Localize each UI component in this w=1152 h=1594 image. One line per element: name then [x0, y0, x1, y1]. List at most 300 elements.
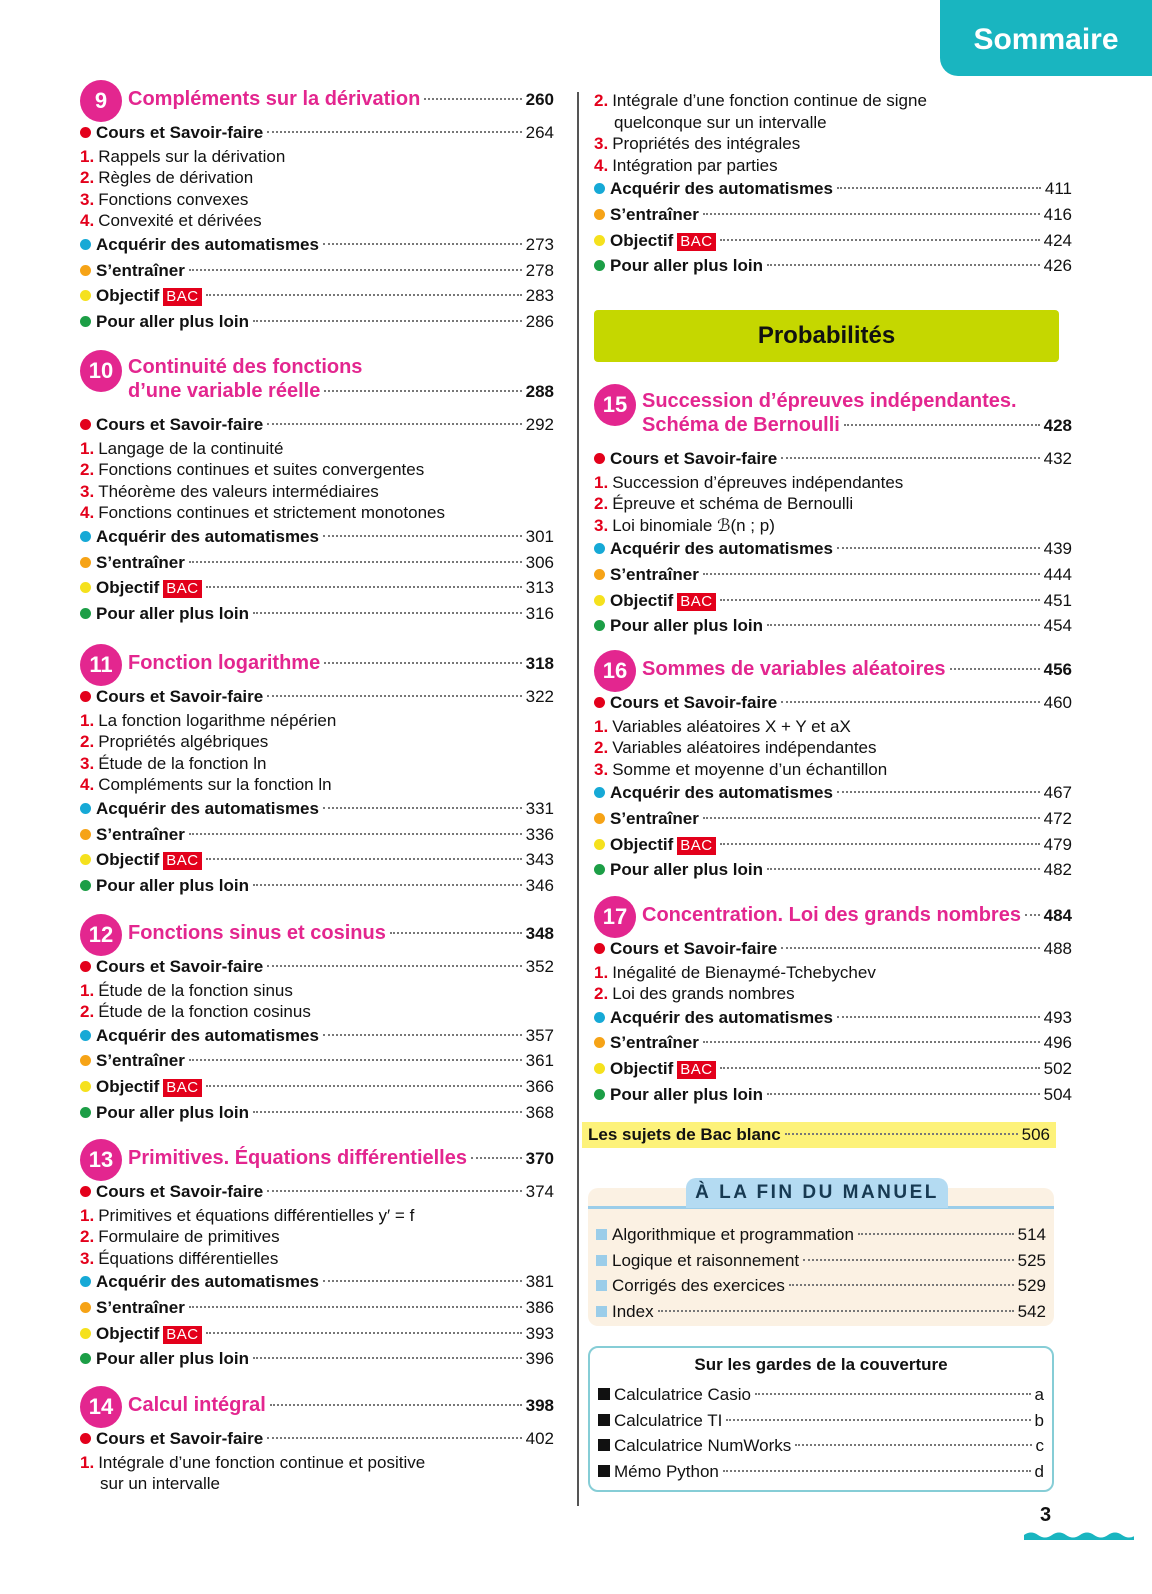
- objectif-bac[interactable]: [80, 1074, 554, 1100]
- section-item[interactable]: [80, 710, 554, 732]
- cours-savoir-faire-page: 322: [525, 687, 554, 706]
- chapter-title[interactable]: [642, 656, 1072, 682]
- objectif-bac[interactable]: [80, 847, 554, 873]
- section-title: Variables aléatoires X + Y et aX: [612, 716, 851, 736]
- objectif-bac[interactable]: [594, 588, 1072, 614]
- pour-aller-plus-loin-label: Pour aller plus loin: [96, 1102, 250, 1122]
- acquerir-automatismes[interactable]: [80, 524, 554, 550]
- bullet-green-icon: [80, 880, 91, 891]
- dot-leader: [803, 1259, 1013, 1261]
- gardes-item[interactable]: [598, 1408, 1044, 1434]
- section-item[interactable]: [80, 753, 554, 775]
- section-item[interactable]: [594, 493, 1072, 515]
- pour-aller-plus-loin-label: Pour aller plus loin: [610, 860, 764, 880]
- pour-aller-plus-loin[interactable]: [80, 309, 554, 335]
- chapter-page: 318: [525, 654, 554, 673]
- cours-savoir-faire-label: Cours et Savoir-faire: [96, 957, 264, 976]
- s-entrainer-page: 336: [525, 824, 554, 844]
- chapter-number: 10: [88, 358, 114, 383]
- bac-badge: BAC: [677, 233, 715, 251]
- s-entrainer-page: 386: [525, 1297, 554, 1317]
- bullet-green-icon: [80, 1353, 91, 1364]
- bullet-red-icon: [80, 419, 91, 430]
- cours-savoir-faire[interactable]: [594, 446, 1072, 472]
- bullet-green-icon: [594, 620, 605, 631]
- chapter-number: 14: [88, 1394, 114, 1419]
- fin-manuel-item-page: 529: [1017, 1276, 1046, 1296]
- chapter-header[interactable]: [80, 86, 554, 116]
- chapter-10: [80, 356, 554, 626]
- section-item[interactable]: [80, 731, 554, 753]
- dot-leader: [950, 668, 1040, 670]
- pour-aller-plus-loin[interactable]: [80, 1346, 554, 1372]
- dot-leader: [703, 213, 1040, 215]
- section-item[interactable]: [80, 1473, 554, 1495]
- objectif-bac-label: Objectif: [96, 578, 160, 598]
- section-item[interactable]: [80, 146, 554, 168]
- gardes-item-label: Calculatrice Casio: [614, 1385, 751, 1404]
- gardes-item[interactable]: [598, 1382, 1044, 1408]
- chapter-title-text: Calcul intégral: [128, 1394, 266, 1416]
- bullet-red-icon: [594, 453, 605, 464]
- acquerir-automatismes-label: Acquérir des automatismes: [610, 539, 833, 559]
- chapter-body: [80, 684, 554, 898]
- fin-manuel-item-page: 514: [1017, 1225, 1046, 1244]
- bullet-blue-icon: [80, 239, 91, 250]
- objectif-bac-page: 366: [525, 1076, 554, 1096]
- gardes-item-page: d: [1034, 1461, 1044, 1481]
- bullet-blue-icon: [594, 543, 605, 554]
- section-band-probabilites: [594, 310, 1059, 362]
- section-number: 2.: [80, 1002, 95, 1022]
- chapter-15: [594, 390, 1072, 639]
- s-entrainer-label: S’entraîner: [96, 260, 185, 280]
- acquerir-automatismes-label: Acquérir des automatismes: [610, 179, 833, 199]
- section-number: 2.: [80, 460, 95, 480]
- s-entrainer-label: S’entraîner: [610, 1033, 699, 1053]
- chapter-body: [594, 690, 1072, 883]
- cours-savoir-faire-label: Cours et Savoir-faire: [610, 449, 778, 468]
- gardes-item-page: a: [1034, 1385, 1044, 1404]
- section-item[interactable]: [80, 481, 554, 503]
- section-item[interactable]: [594, 472, 1072, 494]
- objectif-bac-page: 343: [525, 850, 554, 870]
- bullet-green-icon: [80, 608, 91, 619]
- fin-du-manuel-title: À LA FIN DU MANUEL: [695, 1182, 939, 1203]
- section-title: Loi des grands nombres: [612, 984, 795, 1004]
- dot-leader: [720, 599, 1040, 601]
- chapter-17: [594, 902, 1072, 1107]
- dot-leader: [323, 535, 522, 537]
- s-entrainer-page: 496: [1043, 1033, 1072, 1053]
- section-item[interactable]: [80, 502, 554, 524]
- chapter-header[interactable]: [594, 390, 1072, 440]
- chapter-title-text: Continuité des fonctions: [128, 356, 363, 378]
- pour-aller-plus-loin-label: Pour aller plus loin: [610, 616, 764, 636]
- bullet-green-icon: [594, 260, 605, 271]
- dot-leader: [767, 264, 1040, 266]
- s-entrainer-page: 306: [525, 552, 554, 572]
- section-item[interactable]: [594, 759, 1072, 781]
- s-entrainer-label: S’entraîner: [610, 564, 699, 584]
- bullet-red-icon: [80, 127, 91, 138]
- chapter-header[interactable]: [80, 920, 554, 950]
- objectif-bac[interactable]: [80, 283, 554, 309]
- chapter-header[interactable]: [80, 1392, 554, 1422]
- chapter-body: [80, 120, 554, 334]
- section-item[interactable]: [80, 167, 554, 189]
- bac-blanc-page: 506: [1021, 1125, 1050, 1144]
- dot-leader: [267, 131, 521, 133]
- gardes-item[interactable]: [598, 1459, 1044, 1485]
- section-item[interactable]: [80, 438, 554, 460]
- objectif-bac[interactable]: [80, 1321, 554, 1347]
- cours-savoir-faire-page: 374: [525, 1182, 554, 1201]
- chapter-number-badge: [80, 914, 122, 956]
- section-title: Épreuve et schéma de Bernoulli: [612, 494, 854, 514]
- pour-aller-plus-loin[interactable]: [80, 1100, 554, 1126]
- section-item[interactable]: [80, 1001, 554, 1023]
- acquerir-automatismes[interactable]: [80, 796, 554, 822]
- section-title: Formulaire de primitives: [98, 1227, 280, 1247]
- section-item[interactable]: [80, 1452, 554, 1474]
- chapter-13: [80, 1145, 554, 1372]
- bullet-green-icon: [80, 1107, 91, 1118]
- dot-leader: [720, 1067, 1040, 1069]
- pour-aller-plus-loin[interactable]: [594, 253, 1072, 279]
- chapter-header[interactable]: [80, 650, 554, 680]
- chapter-header[interactable]: [80, 356, 554, 406]
- objectif-bac[interactable]: [80, 575, 554, 601]
- cours-savoir-faire[interactable]: [80, 412, 554, 438]
- bac-badge: BAC: [163, 288, 201, 306]
- dot-leader: [703, 817, 1040, 819]
- bac-blanc[interactable]: [588, 1122, 1050, 1148]
- section-number: 4.: [80, 211, 95, 231]
- dot-leader: [471, 1157, 522, 1159]
- square-bullet-icon: [596, 1255, 607, 1266]
- section-item[interactable]: [594, 737, 1072, 759]
- acquerir-automatismes-label: Acquérir des automatismes: [96, 798, 319, 818]
- pour-aller-plus-loin[interactable]: [594, 613, 1072, 639]
- section-item[interactable]: [80, 1248, 554, 1270]
- chapter-body: [80, 954, 554, 1125]
- section-item[interactable]: [594, 155, 1072, 177]
- section-item[interactable]: [80, 980, 554, 1002]
- dot-leader: [424, 98, 521, 100]
- dot-leader: [658, 1310, 1014, 1312]
- s-entrainer[interactable]: [80, 550, 554, 576]
- column-divider: [577, 92, 579, 1506]
- gardes-item-label: Mémo Python: [614, 1461, 719, 1481]
- pour-aller-plus-loin[interactable]: [594, 1082, 1072, 1108]
- chapter-page: 288: [525, 382, 554, 401]
- bullet-red-icon: [80, 691, 91, 702]
- chapter-title-text2: d’une variable réelle: [128, 380, 321, 402]
- fin-manuel-item[interactable]: [596, 1222, 1046, 1248]
- section-item[interactable]: [80, 189, 554, 211]
- dot-leader: [253, 320, 522, 322]
- section-item[interactable]: [80, 210, 554, 232]
- gardes-box: [588, 1346, 1054, 1492]
- chapter-title-line2: [642, 413, 1072, 437]
- pour-aller-plus-loin[interactable]: [594, 857, 1072, 883]
- section-item[interactable]: [80, 1226, 554, 1248]
- section-number: 1.: [80, 980, 95, 1000]
- chapter-title-text: Concentration. Loi des grands nombres: [642, 904, 1021, 926]
- objectif-bac-label: Objectif: [610, 230, 674, 250]
- cours-savoir-faire-page: 432: [1043, 449, 1072, 468]
- acquerir-automatismes-page: 493: [1043, 1007, 1072, 1027]
- chapter-title[interactable]: [128, 356, 554, 403]
- dot-leader: [755, 1393, 1031, 1395]
- fin-manuel-item-page: 542: [1017, 1301, 1046, 1321]
- dot-leader: [789, 1284, 1014, 1286]
- s-entrainer[interactable]: [80, 1295, 554, 1321]
- chapter-title[interactable]: [642, 390, 1072, 437]
- section-item[interactable]: [594, 962, 1072, 984]
- s-entrainer-page: 278: [525, 260, 554, 280]
- dot-leader: [189, 833, 522, 835]
- chapter-header[interactable]: [80, 1145, 554, 1175]
- chapter-title-text: Primitives. Équations différentielles: [128, 1147, 467, 1169]
- section-title: Intégration par parties: [612, 155, 778, 175]
- objectif-bac-page: 313: [525, 578, 554, 598]
- cours-savoir-faire-page: 292: [525, 415, 554, 434]
- bullet-orange-icon: [594, 569, 605, 580]
- dot-leader: [720, 843, 1040, 845]
- dot-leader: [781, 701, 1039, 703]
- objectif-bac-label: Objectif: [610, 834, 674, 854]
- section-number: 3.: [594, 515, 609, 535]
- fin-manuel-item[interactable]: [596, 1248, 1046, 1274]
- s-entrainer[interactable]: [80, 1048, 554, 1074]
- bac-blanc-label: Les sujets de Bac blanc: [588, 1125, 781, 1144]
- fin-manuel-item[interactable]: [596, 1273, 1046, 1299]
- s-entrainer[interactable]: [594, 806, 1072, 832]
- cours-savoir-faire[interactable]: [80, 120, 554, 146]
- section-item[interactable]: [80, 774, 554, 796]
- bullet-blue-icon: [594, 787, 605, 798]
- s-entrainer[interactable]: [594, 202, 1072, 228]
- pour-aller-plus-loin[interactable]: [80, 873, 554, 899]
- section-title: Fonctions continues et strictement monotones: [98, 503, 445, 523]
- chapter-16: [594, 656, 1072, 883]
- acquerir-automatismes[interactable]: [594, 1005, 1072, 1031]
- cours-savoir-faire[interactable]: [80, 1179, 554, 1205]
- cours-savoir-faire-label: Cours et Savoir-faire: [96, 1429, 264, 1448]
- section-number: 2.: [594, 494, 609, 514]
- section-item[interactable]: [594, 90, 1072, 112]
- pour-aller-plus-loin-page: 426: [1043, 256, 1072, 276]
- bac-badge: BAC: [163, 852, 201, 870]
- dot-leader: [253, 1111, 522, 1113]
- acquerir-automatismes-page: 301: [525, 526, 554, 546]
- section-title: Fonctions continues et suites convergentes: [98, 460, 425, 480]
- pour-aller-plus-loin-page: 482: [1043, 860, 1072, 880]
- acquerir-automatismes[interactable]: [80, 232, 554, 258]
- acquerir-automatismes-page: 467: [1043, 783, 1072, 803]
- dot-leader: [726, 1419, 1030, 1421]
- dot-leader: [723, 1470, 1031, 1472]
- bullet-orange-icon: [80, 1302, 91, 1313]
- section-title: Compléments sur la fonction ln: [98, 775, 332, 795]
- bullet-red-icon: [80, 1186, 91, 1197]
- section-title: Rappels sur la dérivation: [98, 146, 286, 166]
- cours-savoir-faire[interactable]: [594, 936, 1072, 962]
- acquerir-automatismes[interactable]: [80, 1023, 554, 1049]
- section-item[interactable]: [594, 983, 1072, 1005]
- section-item[interactable]: [594, 515, 1072, 537]
- chapter-header[interactable]: [594, 656, 1072, 686]
- dot-leader: [324, 662, 521, 664]
- chapter-header[interactable]: [594, 902, 1072, 932]
- section-title: Règles de dérivation: [98, 168, 254, 188]
- section-title: Succession d’épreuves indépendantes: [612, 472, 904, 492]
- square-bullet-icon: [598, 1388, 610, 1400]
- section-title: Équations différentielles: [98, 1248, 279, 1268]
- chapter-body: [594, 936, 1072, 1107]
- gardes-item[interactable]: [598, 1433, 1044, 1459]
- chapter-title[interactable]: [128, 86, 554, 112]
- chapter-number-badge: [594, 384, 636, 426]
- bullet-yellow-icon: [594, 595, 605, 606]
- bac-blanc-row[interactable]: [582, 1122, 1056, 1148]
- chapter-number: 9: [94, 88, 108, 113]
- s-entrainer-label: S’entraîner: [610, 808, 699, 828]
- square-bullet-icon: [596, 1280, 607, 1291]
- cours-savoir-faire-page: 264: [525, 123, 554, 142]
- s-entrainer[interactable]: [594, 1030, 1072, 1056]
- section-title: Propriétés algébriques: [98, 732, 269, 752]
- chapter-number-badge: [80, 1386, 122, 1428]
- chapter-number-badge: [80, 644, 122, 686]
- chapter-title[interactable]: [642, 902, 1072, 928]
- chapter-page: 370: [525, 1149, 554, 1168]
- dot-leader: [189, 1059, 522, 1061]
- acquerir-automatismes-label: Acquérir des automatismes: [610, 783, 833, 803]
- gardes-item-page: c: [1035, 1436, 1044, 1456]
- chapter-page: 484: [1043, 906, 1072, 925]
- bullet-yellow-icon: [80, 1328, 91, 1339]
- dot-leader: [837, 791, 1040, 793]
- dot-leader: [844, 424, 1040, 426]
- cours-savoir-faire-label: Cours et Savoir-faire: [610, 939, 778, 958]
- objectif-bac[interactable]: [594, 1056, 1072, 1082]
- chapter-title[interactable]: [128, 1145, 554, 1171]
- bullet-orange-icon: [80, 1055, 91, 1066]
- chapter-11: [80, 650, 554, 898]
- chapter-title[interactable]: [128, 1392, 554, 1418]
- section-number: 1.: [594, 962, 609, 982]
- section-title: Primitives et équations différentielles y′ = f: [98, 1205, 415, 1225]
- objectif-bac-label: Objectif: [96, 286, 160, 306]
- cours-savoir-faire[interactable]: [80, 684, 554, 710]
- fin-manuel-item[interactable]: [596, 1299, 1046, 1325]
- chapter-page: 398: [525, 1396, 554, 1415]
- fin-du-manuel-box: [588, 1182, 1054, 1326]
- square-bullet-icon: [598, 1414, 610, 1426]
- s-entrainer-label: S’entraîner: [96, 552, 185, 572]
- acquerir-automatismes-label: Acquérir des automatismes: [96, 234, 319, 254]
- cours-savoir-faire-label: Cours et Savoir-faire: [96, 415, 264, 434]
- dot-leader: [189, 561, 522, 563]
- chapter-title-text: Sommes de variables aléatoires: [642, 658, 946, 680]
- objectif-bac-page: 502: [1043, 1058, 1072, 1078]
- objectif-bac[interactable]: [594, 228, 1072, 254]
- cours-savoir-faire-page: 402: [525, 1429, 554, 1448]
- objectif-bac-label: Objectif: [610, 1058, 674, 1078]
- chapter-title-line: [128, 650, 554, 676]
- square-bullet-icon: [598, 1439, 610, 1451]
- pour-aller-plus-loin-page: 316: [525, 603, 554, 623]
- objectif-bac[interactable]: [594, 832, 1072, 858]
- chapter-title[interactable]: [128, 920, 554, 946]
- chapter-number-badge: [594, 650, 636, 692]
- cours-savoir-faire-label: Cours et Savoir-faire: [96, 1182, 264, 1201]
- section-item[interactable]: [594, 112, 1072, 134]
- bac-badge: BAC: [677, 1061, 715, 1079]
- chapter-page: 456: [1043, 660, 1072, 679]
- acquerir-automatismes[interactable]: [594, 536, 1072, 562]
- pour-aller-plus-loin-label: Pour aller plus loin: [96, 311, 250, 331]
- fin-manuel-item-label: Index: [612, 1301, 654, 1321]
- s-entrainer[interactable]: [80, 822, 554, 848]
- pour-aller-plus-loin-label: Pour aller plus loin: [610, 256, 764, 276]
- dot-leader: [267, 1190, 521, 1192]
- section-number: 2.: [594, 984, 609, 1004]
- bullet-orange-icon: [594, 813, 605, 824]
- chapter-14-continued: [594, 90, 1072, 279]
- pour-aller-plus-loin[interactable]: [80, 601, 554, 627]
- cours-savoir-faire-page: 460: [1043, 693, 1072, 712]
- bullet-orange-icon: [594, 1037, 605, 1048]
- objectif-bac-page: 424: [1043, 230, 1072, 250]
- bullet-green-icon: [80, 316, 91, 327]
- dot-leader: [837, 1016, 1040, 1018]
- chapter-12: [80, 920, 554, 1125]
- acquerir-automatismes[interactable]: [594, 780, 1072, 806]
- bac-badge: BAC: [677, 593, 715, 611]
- acquerir-automatismes[interactable]: [594, 176, 1072, 202]
- s-entrainer[interactable]: [80, 258, 554, 284]
- section-title: Intégrale d’une fonction continue de signe: [612, 91, 927, 110]
- s-entrainer-page: 361: [525, 1051, 554, 1071]
- bullet-orange-icon: [80, 829, 91, 840]
- bullet-red-icon: [594, 697, 605, 708]
- acquerir-automatismes[interactable]: [80, 1269, 554, 1295]
- section-item[interactable]: [80, 1205, 554, 1227]
- section-item[interactable]: [80, 459, 554, 481]
- section-item[interactable]: [594, 133, 1072, 155]
- dot-leader: [781, 457, 1039, 459]
- bullet-yellow-icon: [594, 839, 605, 850]
- dot-leader: [253, 884, 522, 886]
- section-item[interactable]: [594, 716, 1072, 738]
- objectif-bac-label: Objectif: [96, 1076, 160, 1096]
- dot-leader: [253, 612, 522, 614]
- cours-savoir-faire[interactable]: [80, 1426, 554, 1452]
- s-entrainer-label: S’entraîner: [96, 1051, 185, 1071]
- s-entrainer[interactable]: [594, 562, 1072, 588]
- bac-badge: BAC: [163, 1079, 201, 1097]
- chapter-title[interactable]: [128, 650, 554, 676]
- objectif-bac-page: 451: [1043, 590, 1072, 610]
- cours-savoir-faire[interactable]: [594, 690, 1072, 716]
- dot-leader: [390, 932, 522, 934]
- cours-savoir-faire[interactable]: [80, 954, 554, 980]
- section-title: quelconque sur un intervalle: [614, 112, 827, 132]
